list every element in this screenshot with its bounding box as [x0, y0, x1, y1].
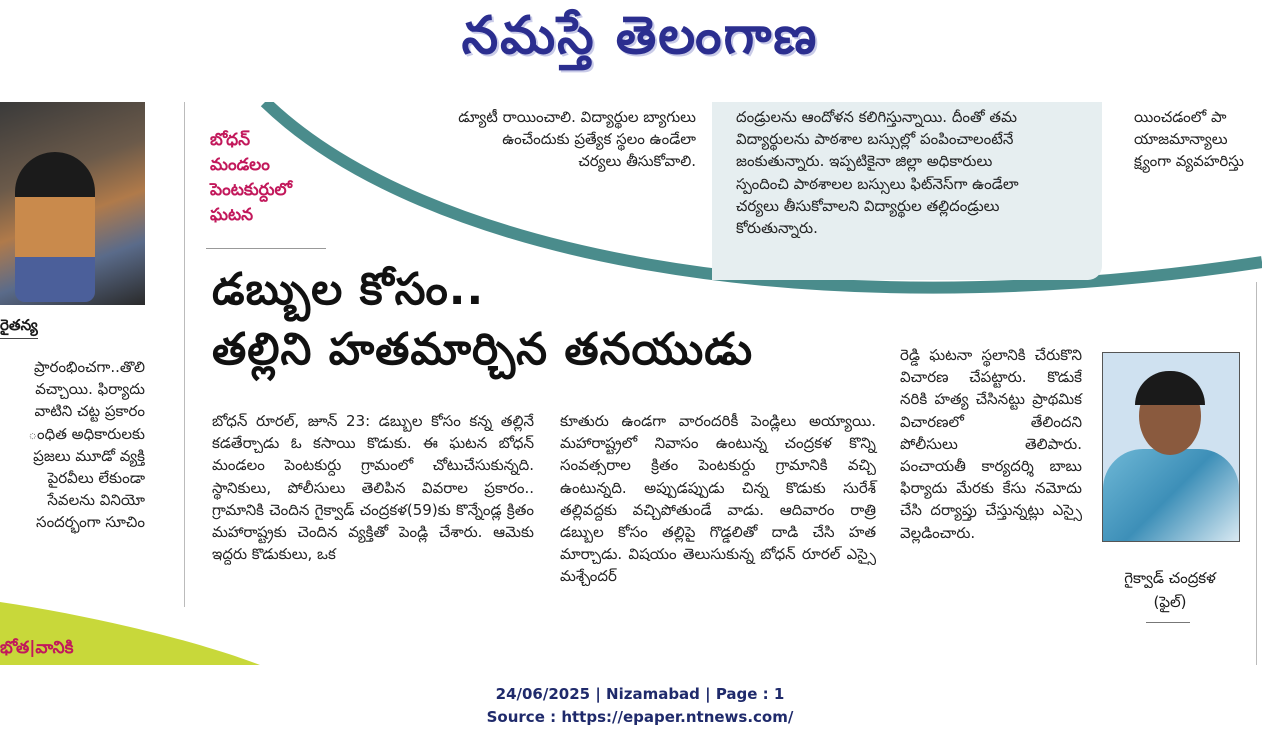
text-line: సేవలను వినియో [47, 491, 145, 510]
text-line: చర్యలు తీసుకోవాలని విద్యార్థుల తల్లిదండ్రులు [736, 196, 1000, 215]
caption-name: గైక్వాడ్ చంద్రకళ [1124, 569, 1216, 587]
text-line: క్ష్యంగా వ్యవహరిస్తు [1134, 152, 1244, 171]
kicker-divider [206, 248, 326, 249]
top-article-column-2 [736, 106, 1084, 239]
text-line: ఉంచేందుకు ప్రత్యేక స్థలం ఉండేలా [502, 130, 696, 149]
victim-photo [1102, 352, 1240, 542]
kicker-line: బోధన్ [210, 130, 251, 150]
top-article-column-3 [1134, 106, 1262, 173]
text-line: వచ్చాయి. ఫిర్యాదు [35, 380, 145, 399]
text-line: పైరవీలు లేకుండా [47, 469, 145, 488]
kicker-line: ఘటన [210, 205, 254, 225]
story-headline [212, 260, 753, 380]
top-article-column-1 [376, 106, 696, 173]
text-line: యాజమాన్యాలు [1134, 130, 1228, 149]
photo-caption [1104, 566, 1236, 614]
text-line: ంధిత అధికారులకు [28, 424, 145, 443]
kicker-line: మండలం [210, 155, 270, 175]
story-column-3 [900, 344, 1082, 544]
text-line: యించడంలో పా [1134, 108, 1227, 126]
text-line: వాటిని చట్ట ప్రకారం [34, 402, 145, 421]
story-column-1 [212, 410, 534, 565]
story-column-2 [560, 410, 876, 588]
text-line: డ్యూటీ రాయించాలి. విద్యార్థుల బ్యాగులు [458, 108, 696, 126]
kicker-line: పెంటకుర్దులో [210, 180, 293, 200]
story-paragraph: బోధన్ రూరల్, జూన్ 23: డబ్బుల కోసం కన్న తల్లినే కడతేర్చాడు ఓ కసాయి కొడుకు. ఈ ఘటన బోధన్ మండలం పెంటకుర్దు గ్రామంలో చోటుచేసుకున్నది. స్థానికులు, పోలీసులు తెలిపిన వివరాల ప్రకారం.. గ్రామానికి చెందిన గైక్వాడ్ చంద్రకళ(59)కు కొన్నేండ్ల క్రితం మహారాష్ట్రకు చెందిన వ్యక్తితో పెండ్లి చేశారు. ఆమెకు ఇద్దరు కొడుకులు, ఒక [212, 412, 534, 564]
newspaper-page [0, 102, 1262, 665]
masthead [0, 0, 1280, 80]
text-line: చర్యలు తీసుకోవాలి. [578, 152, 696, 171]
story-paragraph: రెడ్డి ఘటనా స్థలానికి చేరుకొని విచారణ చేపట్టారు. కొడుకే నరికి హత్య చేసినట్టు ప్రాథమిక విచారణలో తేలిందని పోలీసులు తెలిపారు. పంచాయతీ కార్యదర్శి బాబు ఫిర్యాదు మేరకు కేసు నమోదు చేసి దర్యాప్తు చేస్తున్నట్లు ఎస్సై వెల్లడించారు. [900, 346, 1082, 542]
left-bottom-heading: భోత|వానికి [0, 638, 74, 658]
left-byline: రైతన్య [0, 316, 38, 339]
source-link[interactable]: Source : https://epaper.ntnews.com/ [486, 708, 794, 726]
left-text-column [0, 356, 145, 534]
headline-line-2: తల్లిని హతమార్చిన తనయుడు [212, 324, 754, 375]
caption-file-tag: (ఫైల్) [1153, 593, 1187, 611]
newspaper-logo: నమస్తే తెలంగాణ [461, 6, 819, 66]
column-divider [1256, 282, 1257, 665]
page-footer [0, 683, 1280, 729]
edition-info: 24/06/2025 | Nizamabad | Page : 1 [495, 685, 785, 703]
text-line: జంకుతున్నారు. ఇప్పటికైనా జిల్లా అధికారులు [736, 152, 993, 171]
caption-underline [1146, 622, 1190, 623]
story-kicker [210, 128, 330, 228]
text-line: ప్రారంభించగా..తొలి [34, 358, 145, 376]
text-line: సందర్భంగా సూచిం [36, 513, 145, 532]
text-line: విద్యార్థులను పాఠశాల బస్సుల్లో పంపించాలంటేనే [736, 130, 1014, 149]
text-line: స్పందించి పాఠశాలల బస్సులు ఫిట్‌నెస్‌గా ఉండేలా [736, 174, 1019, 193]
left-photo [0, 102, 145, 305]
text-line: కోరుతున్నారు. [736, 219, 818, 238]
headline-line-1: డబ్బుల కోసం.. [212, 264, 485, 315]
column-divider [184, 102, 185, 607]
text-line: ప్రజలు మూడో వ్యక్తి [33, 446, 145, 465]
story-paragraph: కూతురు ఉండగా వారందరికీ పెండ్లిలు అయ్యాయి. మహారాష్ట్రలో నివాసం ఉంటున్న చంద్రకళ కొన్ని సంవత్సరాల క్రితం పెంటకుర్దు గ్రామానికి వచ్చి ఉంటున్నది. అప్పుడప్పుడు చిన్న కొడుకు సురేశ్ తల్లివద్దకు వచ్చిపోతుండే వాడు. ఆదివారం రాత్రి డబ్బుల కోసం తల్లిపై గొడ్డలితో దాడి చేసి హత మార్చాడు. విషయం తెలుసుకున్న బోధన్ రూరల్ ఎస్సై మశ్చేందర్ [560, 412, 876, 586]
text-line: దండ్రులను ఆందోళన కలిగిస్తున్నాయి. దీంతో తమ [736, 108, 1017, 126]
